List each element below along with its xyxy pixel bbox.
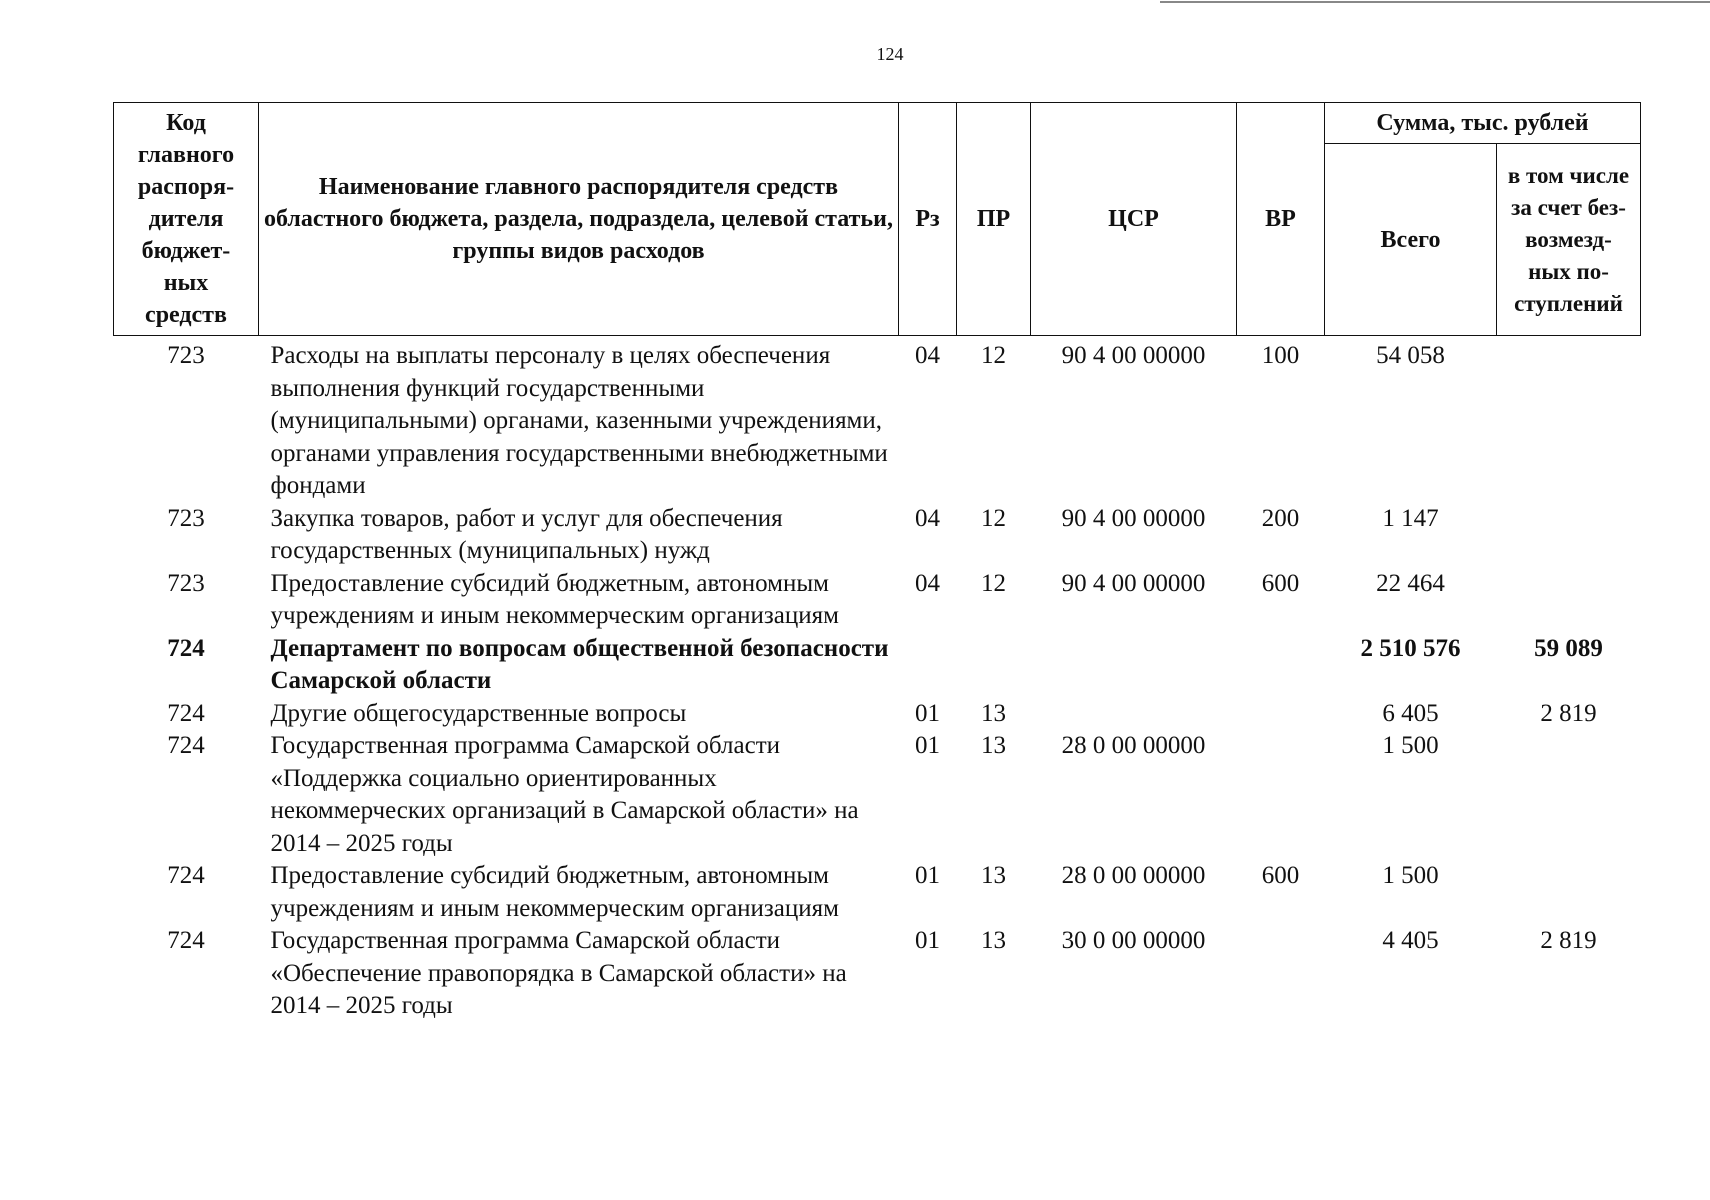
cell-pr: 12 [981,504,1006,532]
table-row [114,336,1641,503]
cell-vr: 100 [1261,342,1300,369]
cell-code: 724 [167,732,205,759]
cell-total: 1 500 [1382,732,1439,759]
cell-vr [1237,730,1325,860]
cell-code: 724 [167,927,205,954]
cell-vr: 600 [1261,862,1300,889]
cell-gratuitous: 59 089 [1534,634,1603,662]
cell-name: Предоставление субсидий бюджетным, автономным учреждениям и иным некоммерческим организациям [270,569,839,629]
cell-code: 724 [167,862,205,889]
cell-code: 724 [167,699,205,727]
cell-csr: 90 4 00 00000 [1061,569,1206,597]
cell-rz: 04 [915,342,940,369]
header-csr: ЦСР [1031,103,1237,336]
cell-code: 723 [167,569,205,597]
cell-total: 1 500 [1382,862,1439,889]
cell-gratuitous [1497,860,1641,925]
cell-name: Закупка товаров, работ и услуг для обеспечения государственных (муниципальных) нужд [270,504,783,564]
cell-rz: 01 [915,862,940,889]
cell-name: Государственная программа Самарской области «Поддержка социально ориентированных некоммерческих организаций в Самарской области» на 2014 – 2025 годы [270,732,859,857]
cell-vr [1237,698,1325,731]
cell-code: 724 [167,634,205,662]
table-row [114,860,1641,925]
cell-csr: 30 0 00 00000 [1061,927,1206,954]
cell-vr [1237,633,1325,698]
cell-pr: 12 [981,569,1006,597]
cell-pr: 13 [981,862,1006,889]
cell-gratuitous [1497,568,1641,633]
table-row [114,503,1641,568]
cell-csr [1031,698,1237,731]
header-sum: Сумма, тыс. рублей [1325,103,1641,144]
cell-name: Расходы на выплаты персоналу в целях обеспечения выполнения функций государственными (муниципальными) органами, казенными учреждениями, органами управления государственными внебюджетными фондами [270,342,888,499]
cell-total: 2 510 576 [1360,634,1461,662]
cell-rz: 04 [915,569,940,597]
header-total: Всего [1325,144,1497,336]
cell-name: Государственная программа Самарской области «Обеспечение правопорядка в Самарской области» на 2014 – 2025 годы [270,927,847,1019]
table-row [114,730,1641,860]
cell-csr: 90 4 00 00000 [1061,504,1206,532]
cell-gratuitous [1497,503,1641,568]
cell-csr: 28 0 00 00000 [1061,862,1206,889]
header-gratuitous: в том числе за счет без-возмезд-ных по-ступлений [1497,144,1641,336]
cell-rz: 01 [915,732,940,759]
cell-vr: 200 [1261,504,1300,532]
cell-csr: 28 0 00 00000 [1061,732,1206,759]
scan-edge-line [1160,1,1710,3]
cell-pr: 13 [981,699,1006,727]
cell-rz: 01 [915,927,940,954]
cell-gratuitous: 2 819 [1540,927,1597,954]
cell-total: 4 405 [1382,927,1439,954]
header-vr: ВР [1237,103,1325,336]
cell-code: 723 [167,342,205,369]
cell-csr: 90 4 00 00000 [1061,342,1206,369]
cell-total: 22 464 [1376,569,1445,597]
header-pr: ПР [957,103,1031,336]
table-row [114,925,1641,1023]
cell-csr [1031,633,1237,698]
cell-gratuitous [1497,336,1641,503]
cell-rz [899,633,957,698]
table-row [114,698,1641,731]
header-rz: Рз [899,103,957,336]
header-row-top [114,103,1641,144]
cell-pr: 12 [981,342,1006,369]
table-row [114,568,1641,633]
cell-name: Департамент по вопросам общественной безопасности Самарской области [270,634,889,694]
header-code: Код главного распоря-дителя бюджет-ных средств [114,103,259,336]
cell-vr [1237,925,1325,1023]
cell-pr [957,633,1031,698]
budget-table [113,102,1641,1023]
cell-code: 723 [167,504,205,532]
page-number: 124 [876,44,904,64]
cell-name: Предоставление субсидий бюджетным, автономным учреждениям и иным некоммерческим организациям [270,862,839,922]
cell-gratuitous [1497,730,1641,860]
cell-total: 1 147 [1382,504,1439,532]
cell-total: 54 058 [1376,342,1445,369]
cell-vr: 600 [1261,569,1300,597]
cell-name: Другие общегосударственные вопросы [270,699,687,727]
table-row-department [114,633,1641,698]
cell-rz: 01 [915,699,940,727]
cell-rz: 04 [915,504,940,532]
cell-pr: 13 [981,927,1006,954]
table-body [114,336,1641,1023]
cell-pr: 13 [981,732,1006,759]
cell-total: 6 405 [1382,699,1439,727]
cell-gratuitous: 2 819 [1540,699,1597,727]
header-name: Наименование главного распорядителя средств областного бюджета, раздела, подраздела, целевой статьи, группы видов расходов [259,103,899,336]
